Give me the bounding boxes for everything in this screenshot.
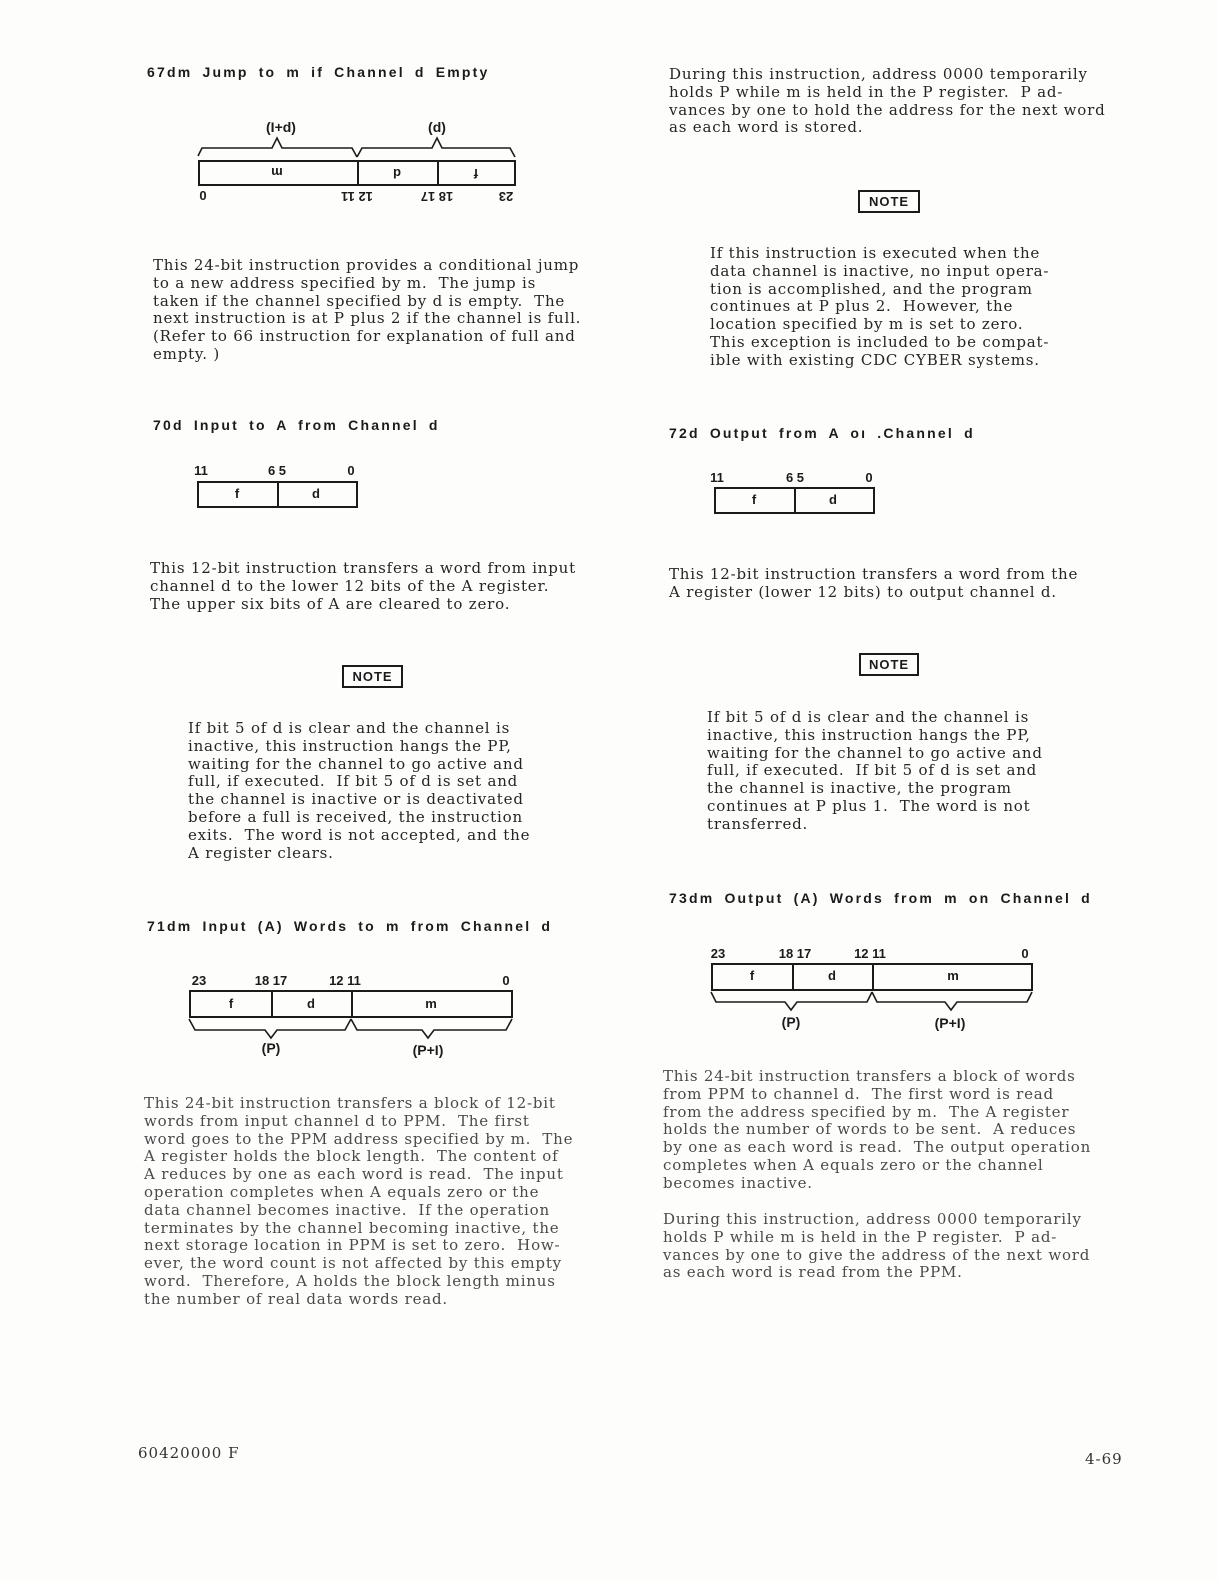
bit-label: 23 [191,973,207,988]
field-d-label: d [829,492,837,507]
page-number: 4-69 [1085,1450,1123,1468]
bit-label: 12 11 [854,946,886,961]
range-label-left: (I+d) [266,119,296,135]
note-text-72d: If bit 5 of d is clear and the channel is inactive, this instruction hangs the PP, waiting for the channel to go active and full, if executed. If bit 5 of d is set and the channel is inactive, the program continues at P plus 1. The word is not transferred. [707,708,1043,833]
description-67dm: This 24-bit instruction provides a conditional jump to a new address specified by m. The jump is taken if the channel specified by d is empty. The next instruction is at P plus 2 if the channel is full. (Refer to 66 instruction for explanation of full and empty. ) [153,256,582,363]
brace-word-p-plus-1 [351,1019,512,1038]
document-number: 60420000 F [138,1444,240,1462]
bit-label: 0 [865,470,873,485]
bit-label: 0 [1021,946,1029,961]
word-label-p-plus-1: (P+I) [412,1042,444,1058]
heading-67dm: 67dm Jump to m if Channel d Empty [147,64,490,80]
bit-label: 12 11 [329,973,361,988]
field-f-label: f [749,968,755,983]
brace-word-p [189,1019,351,1038]
note-text-67dm: If this instruction is executed when the data channel is inactive, no input opera- tion is accomplished, and the program continues at P plus 2. However, the location specified by m is set to zero. This exception is included to be compat- ible with existing CDC CYBER systems. [710,244,1050,369]
description-72d: This 12-bit instruction transfers a word from the A register (lower 12 bits) to output channel d. [669,565,1079,601]
note-label-72d: NOTE [859,653,919,676]
heading-72d: 72d Output from A oı .Channel d [669,425,975,441]
bit-label: 0 [502,973,510,988]
heading-71dm: 71dm Input (A) Words to m from Channel d [147,918,553,934]
bit-label: 6 5 [785,470,805,485]
description-70d: This 12-bit instruction transfers a word from input channel d to the lower 12 bits of the A register. The upper six bits of A are cleared to zero. [150,559,576,613]
brace-i-plus-d [198,138,357,157]
bit-label: 18 17 [420,189,454,204]
bit-label: 0 [347,463,355,478]
word-label-p-plus-1: (P+I) [934,1015,966,1031]
bit-label: 18 17 [778,946,812,961]
field-m-label: m [947,968,959,983]
range-label-right: (d) [428,119,446,135]
description-67dm-continued: During this instruction, address 0000 temporarily holds P while m is held in the P register. P ad- vances by one to hold the address for the next word as each word is stored. [669,65,1106,137]
brace-d [357,138,515,157]
note-text-70d: If bit 5 of d is clear and the channel is inactive, this instruction hangs the PP, waiting for the channel to go active and full, if executed. If bit 5 of d is set and the channel is inactive or is deactivated before a full is received, the instruction exits. The word is not accepted, and the A register clears. [188,719,531,862]
field-divider [351,992,353,1016]
heading-73dm: 73dm Output (A) Words from m on Channel d [669,890,1092,906]
field-m-label: m [271,165,283,180]
bit-label: 18 17 [254,973,288,988]
word-label-p: (P) [781,1014,801,1030]
field-d-label: d [393,166,401,181]
description-71dm: This 24-bit instruction transfers a block of 12-bit words from input channel d to PPM. The first word goes to the PPM address specified by m. The A register holds the block length. The content of A reduces by one as each word is read. The input operation completes when A equals zero or the data channel becomes inactive. If the operation terminates by the channel becoming inactive, the next storage location in PPM is set to zero. How- ever, the word count is not affected by this empty word. Therefore, A holds the block length minus the number of real data words read. [144,1094,574,1308]
note-label-70d: NOTE [342,665,403,688]
field-d-label: d [307,996,315,1011]
brace-word-p-plus-1 [872,992,1032,1010]
field-divider [872,965,874,989]
description-73dm: This 24-bit instruction transfers a block of words from PPM to channel d. The first word is read from the address specified by m. The A register holds the number of words to be sent. A reduces by one as each word is read. The output operation completes when A equals zero or the channel becomes inactive. [663,1067,1092,1192]
bit-label: 23 [498,189,514,204]
field-f-label: f [234,486,240,501]
field-f-label: f [228,996,234,1011]
field-m-label: m [425,996,437,1011]
bit-label: 6 5 [267,463,287,478]
field-d-label: d [828,968,836,983]
description-73dm-continued: During this instruction, address 0000 temporarily holds P while m is held in the P register. P ad- vances by one to give the address of the next word as each word is read from the PPM. [663,1210,1091,1282]
heading-70d: 70d Input to A from Channel d [153,417,440,433]
bit-label: 12 11 [341,189,373,204]
brace-word-p [711,992,872,1010]
field-f-label: f [751,492,757,507]
bit-label: 23 [710,946,726,961]
word-label-p: (P) [261,1040,281,1056]
bit-label: 11 [710,470,724,485]
note-label-67dm: NOTE [858,190,920,213]
field-f-label: f [473,166,479,181]
field-d-label: d [312,486,320,501]
bit-label: 0 [199,188,207,203]
bit-label: 11 [194,463,208,478]
